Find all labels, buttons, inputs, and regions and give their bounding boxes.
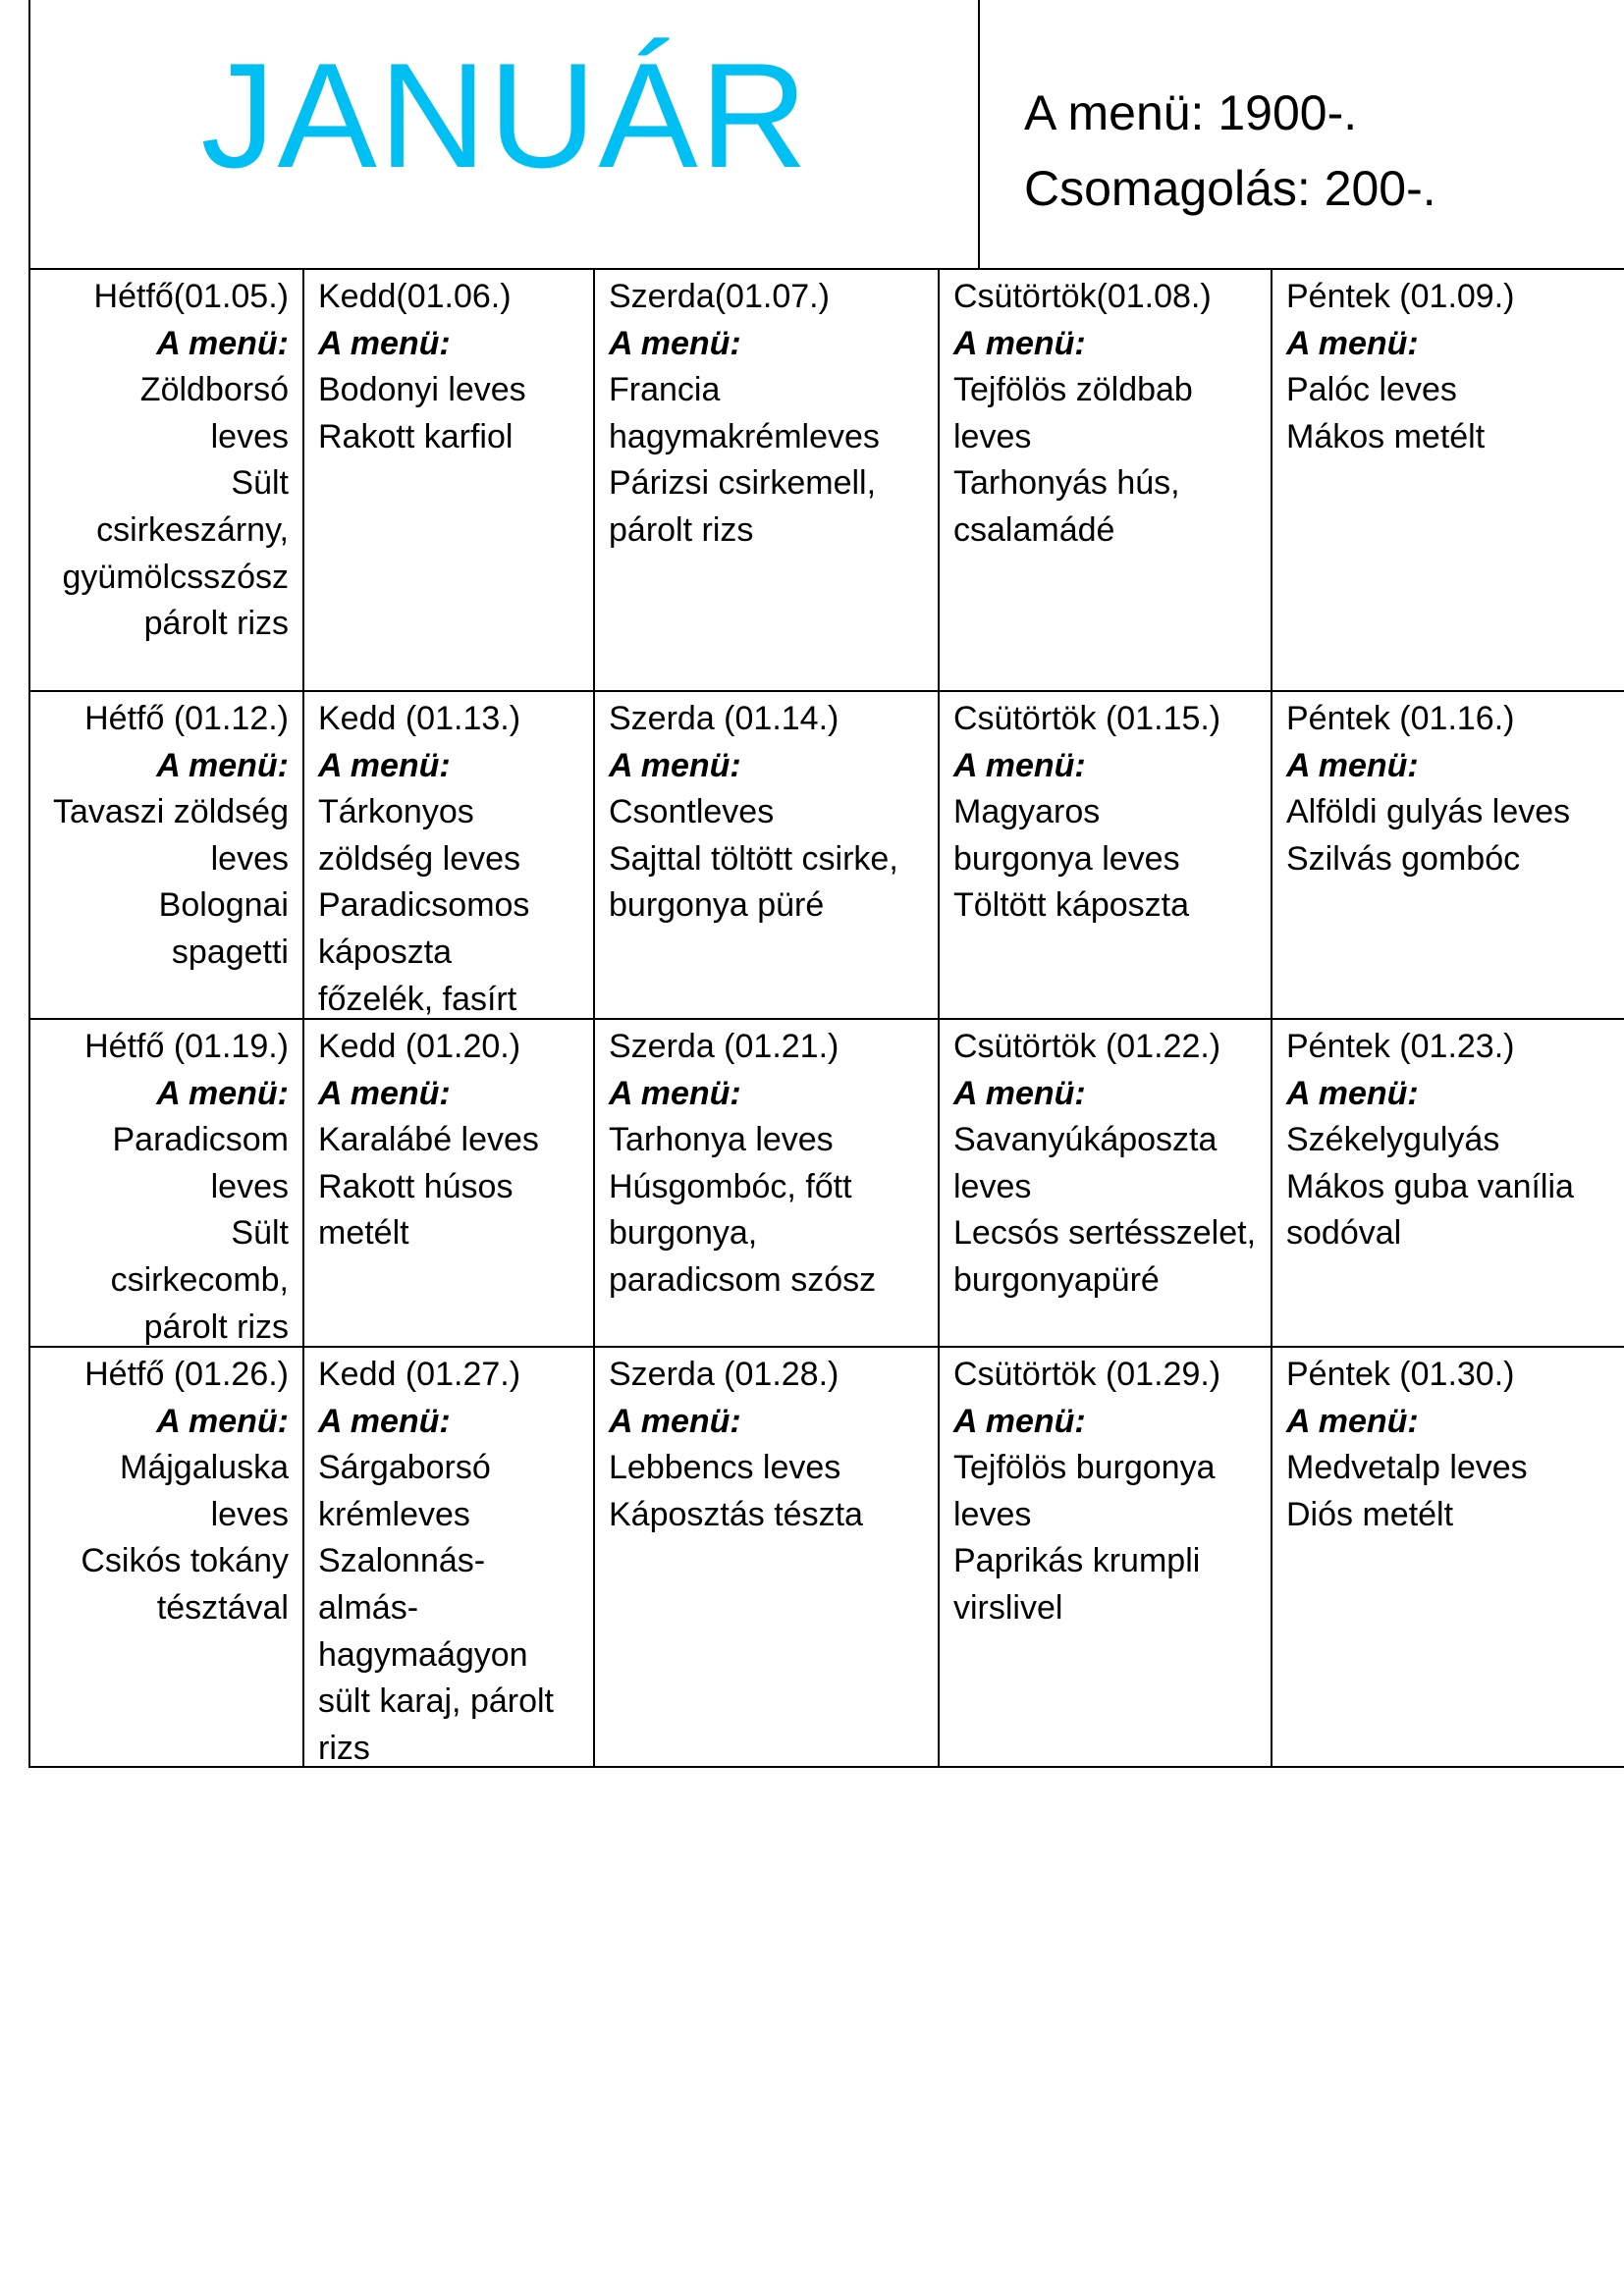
dish-line: virslivel (953, 1588, 1063, 1627)
weekly-menu-table (28, 270, 1624, 1768)
dish-line: Paradicsom (112, 1121, 289, 1159)
dish-line: Tavaszi zöldség (52, 793, 289, 831)
dish-line: párolt rizs (609, 510, 754, 549)
day-date: Hétfő (01.19.) (84, 1028, 289, 1065)
day-cell (595, 1348, 940, 1766)
dish-line: burgonya püré (609, 886, 825, 925)
dish-line: Medvetalp leves (1286, 1449, 1528, 1487)
week-row (30, 270, 1624, 692)
menu-label: A menü: (318, 746, 451, 784)
dish-line: hagymakrémleves (609, 417, 880, 455)
dish-line: Paradicsomos (318, 886, 530, 925)
day-date: Péntek (01.23.) (1286, 1028, 1515, 1065)
day-date: Szerda (01.21.) (609, 1028, 839, 1065)
packaging-price: Csomagolás: 200-. (1024, 161, 1436, 216)
dish-line: Mákos metélt (1286, 417, 1486, 455)
dish-line: leves (210, 839, 289, 878)
menu-label: A menü: (318, 324, 451, 362)
dish-line: sült karaj, párolt (318, 1682, 554, 1721)
day-cell (595, 692, 940, 1018)
day-cell (595, 270, 940, 690)
dish-line: almás- (318, 1588, 419, 1627)
dish-line: párolt rizs (143, 605, 289, 643)
dish-line: metélt (318, 1214, 409, 1253)
day-date: Péntek (01.30.) (1286, 1356, 1515, 1393)
dish-line: leves (953, 1495, 1032, 1533)
day-cell (30, 692, 304, 1018)
dish-line: leves (953, 417, 1032, 455)
day-date: Kedd (01.27.) (318, 1356, 521, 1393)
dish-line: gyümölcsszósz (62, 558, 289, 596)
day-date: Kedd (01.13.) (318, 700, 521, 737)
dish-line: Májgaluska (120, 1449, 289, 1487)
dish-line: burgonya, (609, 1214, 758, 1253)
dish-line: leves (210, 1167, 289, 1205)
day-date: Hétfő (01.26.) (84, 1356, 289, 1393)
dish-line: Párizsi csirkemell, (609, 464, 877, 503)
week-row (30, 1020, 1624, 1348)
day-cell (304, 692, 595, 1018)
dish-line: Tejfölös zöldbab (953, 371, 1193, 409)
day-cell (30, 270, 304, 690)
day-date: Péntek (01.09.) (1286, 278, 1515, 315)
dish-line: leves (210, 1495, 289, 1533)
day-date: Hétfő (01.12.) (84, 700, 289, 737)
dish-line: Sajttal töltött csirke, (609, 839, 898, 878)
menu-label: A menü: (1286, 324, 1419, 362)
dish-line: Karalábé leves (318, 1121, 539, 1159)
day-cell (304, 270, 595, 690)
dish-line: Szalonnás- (318, 1542, 486, 1580)
dish-line: Mákos guba vanília (1286, 1167, 1574, 1205)
dish-line: Bodonyi leves (318, 371, 526, 409)
menu-label: A menü: (318, 1402, 451, 1440)
dish-line: Rakott húsos (318, 1167, 514, 1205)
menu-price: A menü: 1900-. (1024, 85, 1358, 140)
menu-label: A menü: (953, 324, 1086, 362)
dish-line: Sült (231, 1214, 289, 1253)
dish-line: Lebbencs leves (609, 1449, 841, 1487)
menu-label: A menü: (609, 1074, 741, 1112)
dish-line: káposzta (318, 933, 453, 971)
dish-line: Sült (231, 464, 289, 503)
day-cell (1272, 1020, 1624, 1346)
day-date: Kedd (01.20.) (318, 1028, 521, 1065)
menu-header (28, 0, 1624, 270)
dish-line: Paprikás krumpli (953, 1542, 1201, 1580)
day-cell (1272, 1348, 1624, 1766)
menu-label: A menü: (609, 746, 741, 784)
dish-line: Palóc leves (1286, 371, 1457, 409)
dish-line: csalamádé (953, 510, 1115, 549)
dish-line: Töltött káposzta (953, 886, 1190, 925)
dish-line: Bolognai (158, 886, 289, 925)
dish-line: párolt rizs (143, 1308, 289, 1346)
menu-label: A menü: (609, 324, 741, 362)
day-date: Csütörtök (01.29.) (953, 1356, 1221, 1393)
day-date: Szerda (01.14.) (609, 700, 839, 737)
dish-line: leves (953, 1167, 1032, 1205)
dish-line: spagetti (171, 933, 289, 971)
menu-label: A menü: (318, 1074, 451, 1112)
month-title: JANUÁR (200, 32, 810, 199)
day-cell (30, 1020, 304, 1346)
dish-line: Diós metélt (1286, 1495, 1454, 1533)
day-date: Kedd(01.06.) (318, 278, 512, 315)
day-date: Csütörtök (01.15.) (953, 700, 1221, 737)
dish-line: Sárgaborsó (318, 1449, 491, 1487)
menu-label: A menü: (1286, 1074, 1419, 1112)
day-cell (304, 1020, 595, 1346)
price-cell (980, 0, 1624, 268)
menu-label: A menü: (1286, 1402, 1419, 1440)
menu-label: A menü: (609, 1402, 741, 1440)
dish-line: zöldség leves (318, 839, 521, 878)
dish-line: Tárkonyos (318, 793, 474, 831)
dish-line: Húsgombóc, főtt (609, 1167, 852, 1205)
dish-line: Zöldborsó (139, 371, 289, 409)
menu-label: A menü: (953, 1074, 1086, 1112)
day-date: Csütörtök (01.22.) (953, 1028, 1221, 1065)
dish-line: Francia (609, 371, 721, 409)
day-cell (940, 270, 1272, 690)
dish-line: Csikós tokány (81, 1542, 289, 1580)
dish-line: Káposztás tészta (609, 1495, 863, 1533)
day-cell (304, 1348, 595, 1766)
menu-label: A menü: (953, 746, 1086, 784)
menu-label: A menü: (953, 1402, 1086, 1440)
dish-line: leves (210, 417, 289, 455)
dish-line: krémleves (318, 1495, 470, 1533)
day-cell (940, 1348, 1272, 1766)
dish-line: csirkecomb, (110, 1260, 289, 1299)
day-date: Hétfő(01.05.) (93, 278, 289, 315)
day-date: Szerda(01.07.) (609, 278, 830, 315)
dish-line: csirkeszárny, (96, 510, 289, 549)
week-row (30, 692, 1624, 1020)
dish-line: rizs (318, 1729, 370, 1767)
day-cell (940, 1020, 1272, 1346)
dish-line: Alföldi gulyás leves (1286, 793, 1571, 831)
menu-label: A menü: (156, 746, 289, 784)
title-cell (30, 0, 980, 268)
day-date: Szerda (01.28.) (609, 1356, 839, 1393)
week-row (30, 1348, 1624, 1766)
dish-line: Székelygulyás (1286, 1121, 1500, 1159)
day-cell (30, 1348, 304, 1766)
menu-label: A menü: (1286, 746, 1419, 784)
dish-line: burgonyapüré (953, 1260, 1160, 1299)
dish-line: Tarhonyás hús, (953, 464, 1180, 503)
dish-line: Rakott karfiol (318, 417, 514, 455)
day-cell (1272, 692, 1624, 1018)
menu-label: A menü: (156, 1074, 289, 1112)
day-cell (940, 692, 1272, 1018)
dish-line: főzelék, fasírt (318, 980, 517, 1018)
dish-line: burgonya leves (953, 839, 1180, 878)
dish-line: Csontleves (609, 793, 775, 831)
dish-line: Magyaros (953, 793, 1101, 831)
dish-line: sodóval (1286, 1214, 1402, 1253)
dish-line: hagymaágyon (318, 1635, 528, 1674)
day-date: Péntek (01.16.) (1286, 700, 1515, 737)
dish-line: Tejfölös burgonya (953, 1449, 1216, 1487)
menu-label: A menü: (156, 1402, 289, 1440)
dish-line: Lecsós sertésszelet, (953, 1214, 1257, 1253)
day-date: Csütörtök(01.08.) (953, 278, 1212, 315)
day-cell (595, 1020, 940, 1346)
dish-line: Tarhonya leves (609, 1121, 834, 1159)
dish-line: paradicsom szósz (609, 1260, 877, 1299)
dish-line: Savanyúkáposzta (953, 1121, 1218, 1159)
menu-label: A menü: (156, 324, 289, 362)
dish-line: Szilvás gombóc (1286, 839, 1521, 878)
dish-line: tésztával (156, 1588, 289, 1627)
day-cell (1272, 270, 1624, 690)
